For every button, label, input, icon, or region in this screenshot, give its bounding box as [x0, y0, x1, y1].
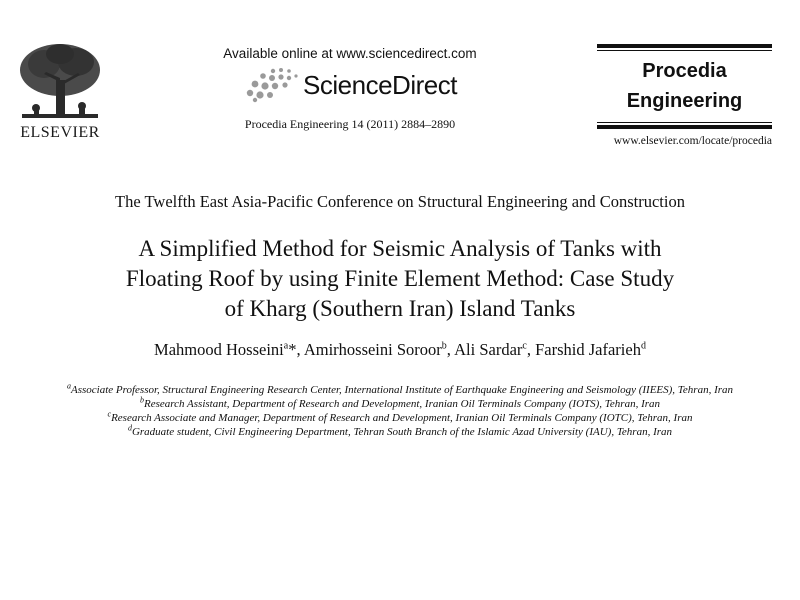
platform-block	[200, 46, 500, 132]
affiliation	[40, 383, 760, 397]
affiliation-text: Research Assistant, Department of Research and Development, Iranian Oil Terminals Company (IOTS), Tehran, Iran	[143, 398, 661, 410]
author-affil-mark: d	[640, 340, 646, 352]
affiliation-text: Graduate student, Civil Engineering Department, Tehran South Branch of the Islamic Azad University (IAU), Tehran, Iran	[131, 426, 673, 438]
author-name: Amirhosseini Soroor	[303, 340, 442, 359]
elsevier-tree-icon	[14, 40, 106, 124]
masthead-rule-top	[597, 44, 772, 48]
elsevier-logo	[14, 40, 106, 142]
author-name: Ali Sardar	[454, 340, 523, 359]
journal-url[interactable]: www.elsevier.com/locate/procedia	[613, 135, 772, 147]
author-list	[0, 340, 800, 360]
author-separator: ,	[296, 340, 304, 359]
journal-name-line2: Engineering	[626, 90, 743, 112]
journal-name-line1: Procedia	[642, 60, 727, 82]
affiliation-mark: c	[107, 409, 112, 419]
publisher-name: ELSEVIER	[20, 124, 100, 141]
author-name: Mahmood Hosseini	[154, 340, 284, 359]
author-separator: ,	[526, 340, 536, 359]
affiliation-mark: b	[139, 395, 144, 405]
affiliations	[40, 383, 760, 439]
affiliation-text: Research Associate and Manager, Department of Research and Development, Iranian Oil Terminals Company (IOTC), Tehran, Iran	[111, 412, 693, 424]
author-affil-mark: c	[522, 340, 527, 352]
available-online-text[interactable]: Available online at www.sciencedirect.com	[223, 46, 477, 61]
affiliation	[40, 397, 760, 411]
masthead-rule-bottom-thin	[597, 122, 772, 123]
paper-title	[40, 234, 760, 324]
sciencedirect-logo	[200, 65, 500, 105]
affiliation	[40, 411, 760, 425]
journal-masthead	[597, 44, 772, 147]
sciencedirect-wordmark: ScienceDirect	[303, 69, 457, 100]
author-separator: ,	[446, 340, 455, 359]
affiliation-mark: d	[127, 423, 132, 433]
affiliation-mark: a	[66, 381, 71, 391]
title-line: A Simplified Method for Seismic Analysis of Tanks with	[138, 236, 662, 261]
page-header	[0, 0, 800, 170]
title-line: of Kharg (Southern Iran) Island Tanks	[224, 296, 576, 321]
author-affil-mark: b	[441, 340, 447, 352]
affiliation-text: Associate Professor, Structural Engineering Research Center, International Institute of Earthquake Engineering and Seismology (IIEES), Tehran, Iran	[70, 384, 734, 396]
masthead-rule-bottom	[597, 125, 772, 129]
conference-name: The Twelfth East Asia-Pacific Conference on Structural Engineering and Construction	[115, 192, 685, 211]
title-line: Floating Roof by using Finite Element Method: Case Study	[125, 266, 675, 291]
corresponding-mark: *	[288, 340, 297, 359]
journal-name	[597, 51, 772, 120]
author-affil-mark: a	[283, 340, 289, 352]
affiliation	[40, 425, 760, 439]
sciencedirect-dots-icon	[243, 67, 301, 103]
author-name: Farshid Jafarieh	[535, 340, 641, 359]
citation: Procedia Engineering 14 (2011) 2884–2890	[244, 117, 456, 131]
